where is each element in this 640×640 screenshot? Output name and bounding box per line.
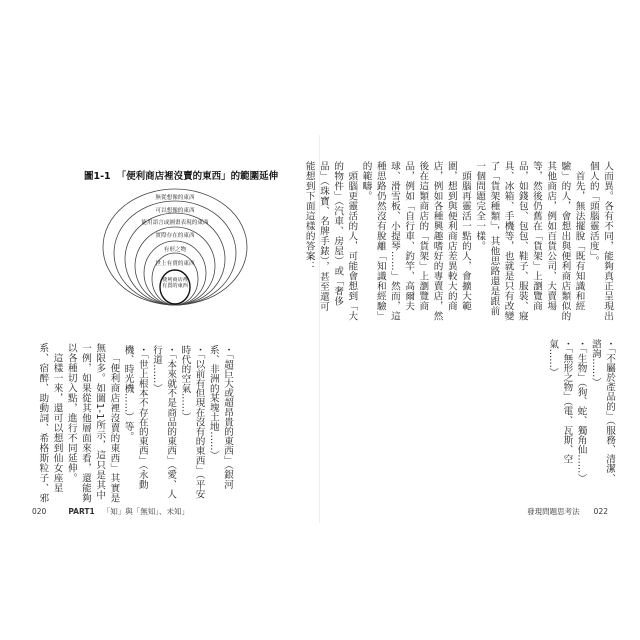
part-title: 「知」與「無知」、未知」 xyxy=(102,507,189,516)
nested-ellipses-diagram xyxy=(100,187,250,327)
paragraph: 這樣一來，還可以想到仙女座星系、宿醉、助動詞、希格斯粒子、邪 xyxy=(37,343,63,503)
layer-label: 能用語言或圖畫表現的東西 xyxy=(141,220,209,226)
figure-number: 圖1-1 xyxy=(84,171,111,182)
paragraph: 首先，無法擺脫「既有知識和經驗」的人，會想出與便利商店類似的其他商店，例如百貨公司、大賣場等，然後仍舊在「貨架」上瀏覽商品，如錢包、包包、鞋子、服裝、寢具、冰箱、手機等，也就是只有改變了「貨架種類」，其他思路還是跟前一個問題完全一樣。 xyxy=(474,161,585,321)
left-page-footer xyxy=(32,506,189,517)
layer-label: 有形之物 xyxy=(163,247,187,253)
bullet-item: ・「本來就不是商品的東西」（愛、人行道……） xyxy=(150,345,177,499)
page-number: 020 xyxy=(32,507,47,516)
paragraph: 頭腦再靈活一點的人，會擴大範圍，想到與便利商店差異較大的商店，例如各種興趣嗜好的專賣店，然後在這類商店的「貨架」上瀏覽商品，例如「自行車、釣竿、高爾夫球、滑雪板、小提琴……」然而，這種思路仍然沒有脫離「知識和經驗」的範疇。 xyxy=(360,161,471,321)
book-spread xyxy=(26,135,614,523)
right-page-body xyxy=(303,161,614,321)
innermost-layer-label: 便利商店裡有賣的東西 xyxy=(162,277,188,290)
page-number: 022 xyxy=(593,507,608,516)
paragraph: 「便利商店裡沒賣的東西」其實是無限多。如圖1-1所示，這只是其中一例，如果從其他層面來看，還能夠以各種切入點，進行不同延伸。 xyxy=(65,343,120,503)
right-page-footer xyxy=(527,506,608,517)
layer-label: 可以想像的東西 xyxy=(155,208,195,214)
bullet-item: ・「以前有但現在沒有的東西」（平安時代的空氣……） xyxy=(179,345,205,499)
book-title: 發現問題思考法 xyxy=(527,507,580,516)
figure-title xyxy=(84,168,278,182)
figure-caption: 「便利商店裡沒賣的東西」的範圍延伸 xyxy=(116,171,279,182)
left-page-body xyxy=(37,343,234,503)
part-label: PART1 xyxy=(68,507,95,516)
right-page-bullets xyxy=(354,337,616,487)
bullet-item: ・「不屬於產品的」（服務、清潔、諮詢……） xyxy=(589,339,615,483)
layer-label: 世上有賣的東西 xyxy=(155,261,195,267)
layer-label: 無從想像的東西 xyxy=(155,195,195,201)
bullet-item: ・「生物」（狗、蛇、獨角仙……） xyxy=(575,339,587,483)
bullet-item: ・「超巨大或超昂貴的東西」（銀河系、非洲的某塊土地……） xyxy=(207,345,233,489)
bullet-item: ・「世上根本不存在的東西」（永動機、時光機……）等。 xyxy=(122,345,148,489)
layer-label: 實際存在的東西 xyxy=(155,233,195,239)
bullet-item: ・「無形之物」（電、瓦斯、空氣……） xyxy=(547,339,573,464)
paragraph: 頭腦更靈活的人，可能會想到「大的物件」（汽車、房屋）或「奢侈品」（珠寶、名牌手錶），甚至還可能想到下面這樣的答案： xyxy=(303,161,358,321)
paragraph: 人而異。各有不同，能夠真正呈現出個人的「頭腦靈活度」。 xyxy=(587,161,613,321)
